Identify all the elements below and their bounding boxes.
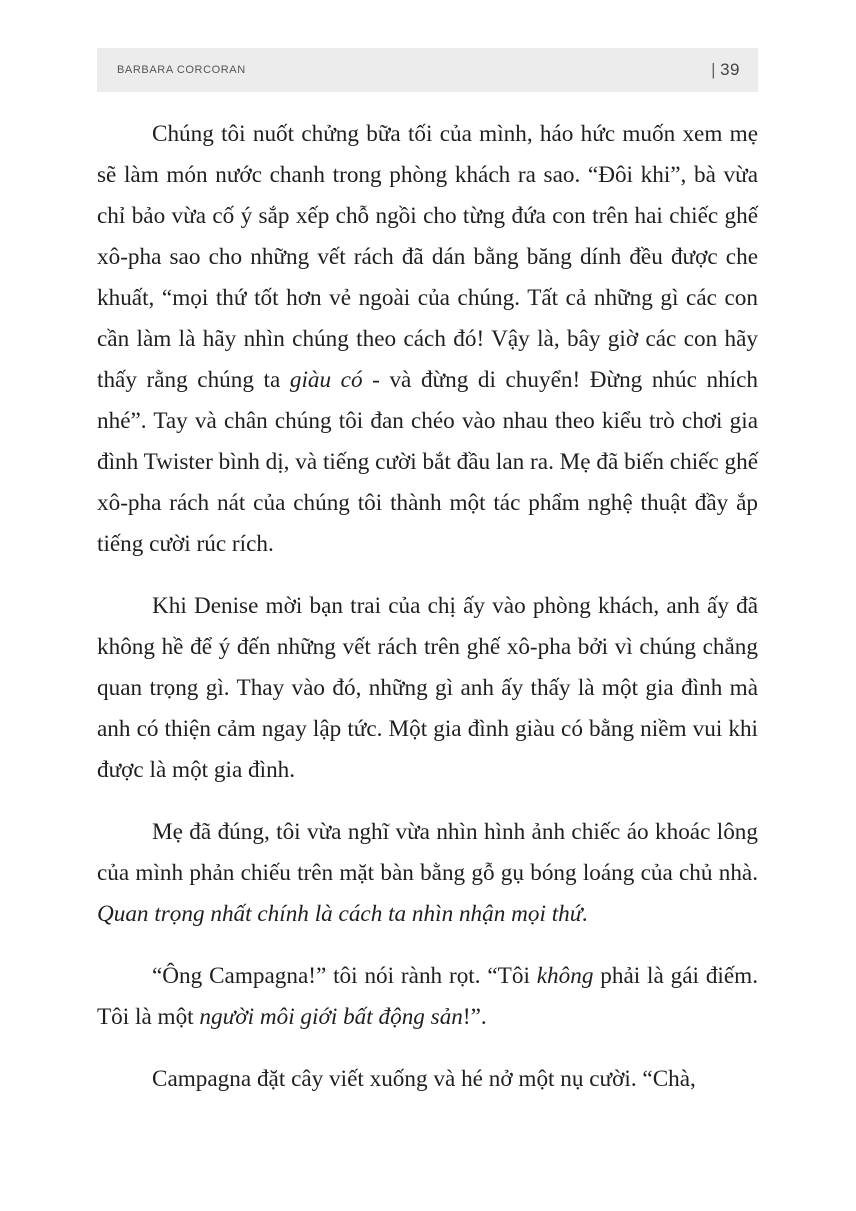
italic-phrase: giàu có <box>289 367 363 393</box>
paragraph-text: Campagna đặt cây viết xuống và hé nở một nụ cười. “Chà, <box>152 1066 696 1092</box>
running-header <box>97 48 758 92</box>
paragraph-text: !”. <box>462 1004 487 1030</box>
paragraph-text: “Ông Campagna!” tôi nói rành rọt. “Tôi <box>152 963 537 989</box>
paragraph-text: - và đừng di chuyển! Đừng nhúc nhích nhé”. Tay và chân chúng tôi đan chéo vào nhau theo kiểu trò chơi gia đình Twister bình dị, và tiếng cười bắt đầu lan ra. Mẹ đã biến chiếc ghế xô-pha rách nát của chúng tôi thành một tác phẩm nghệ thuật đầy ắp tiếng cười rúc rích. <box>97 367 759 557</box>
italic-phrase: người môi giới bất động sản <box>199 1004 463 1030</box>
paragraph-text: phải là gái điếm. Tôi là một <box>97 963 758 1030</box>
paragraph-4 <box>97 956 758 1038</box>
body-text <box>97 114 758 1100</box>
paragraph-1 <box>97 114 758 565</box>
page-number-block <box>711 60 740 80</box>
italic-phrase: Quan trọng nhất chính là cách ta nhìn nhận mọi thứ. <box>97 901 589 927</box>
paragraph-text: Chúng tôi nuốt chửng bữa tối của mình, háo hức muốn xem mẹ sẽ làm món nước chanh trong phòng khách ra sao. “Đôi khi”, bà vừa chỉ bảo vừa cố ý sắp xếp chỗ ngồi cho từng đứa con trên hai chiếc ghế xô-pha sao cho những vết rách đã dán bằng băng dính đều được che khuất, “mọi thứ tốt hơn vẻ ngoài của chúng. Tất cả những gì các con cần làm là hãy nhìn chúng theo cách đó! Vậy là, bây giờ các con hãy thấy rằng chúng ta <box>97 121 758 393</box>
paragraph-5 <box>97 1059 758 1100</box>
italic-phrase: không <box>536 963 594 989</box>
paragraph-3 <box>97 812 758 935</box>
page-number-separator: | <box>711 60 717 79</box>
paragraph-text: Khi Denise mời bạn trai của chị ấy vào phòng khách, anh ấy đã không hề để ý đến những vết rách trên ghế xô-pha bởi vì chúng chẳng quan trọng gì. Thay vào đó, những gì anh ấy thấy là một gia đình mà anh có thiện cảm ngay lập tức. Một gia đình giàu có bằng niềm vui khi được là một gia đình. <box>97 593 758 783</box>
page-number: 39 <box>720 60 740 79</box>
paragraph-text: Mẹ đã đúng, tôi vừa nghĩ vừa nhìn hình ảnh chiếc áo khoác lông của mình phản chiếu trên mặt bàn bằng gỗ gụ bóng loáng của chủ nhà. <box>97 819 758 886</box>
running-header-author: BARBARA CORCORAN <box>117 64 246 76</box>
paragraph-2 <box>97 586 758 791</box>
